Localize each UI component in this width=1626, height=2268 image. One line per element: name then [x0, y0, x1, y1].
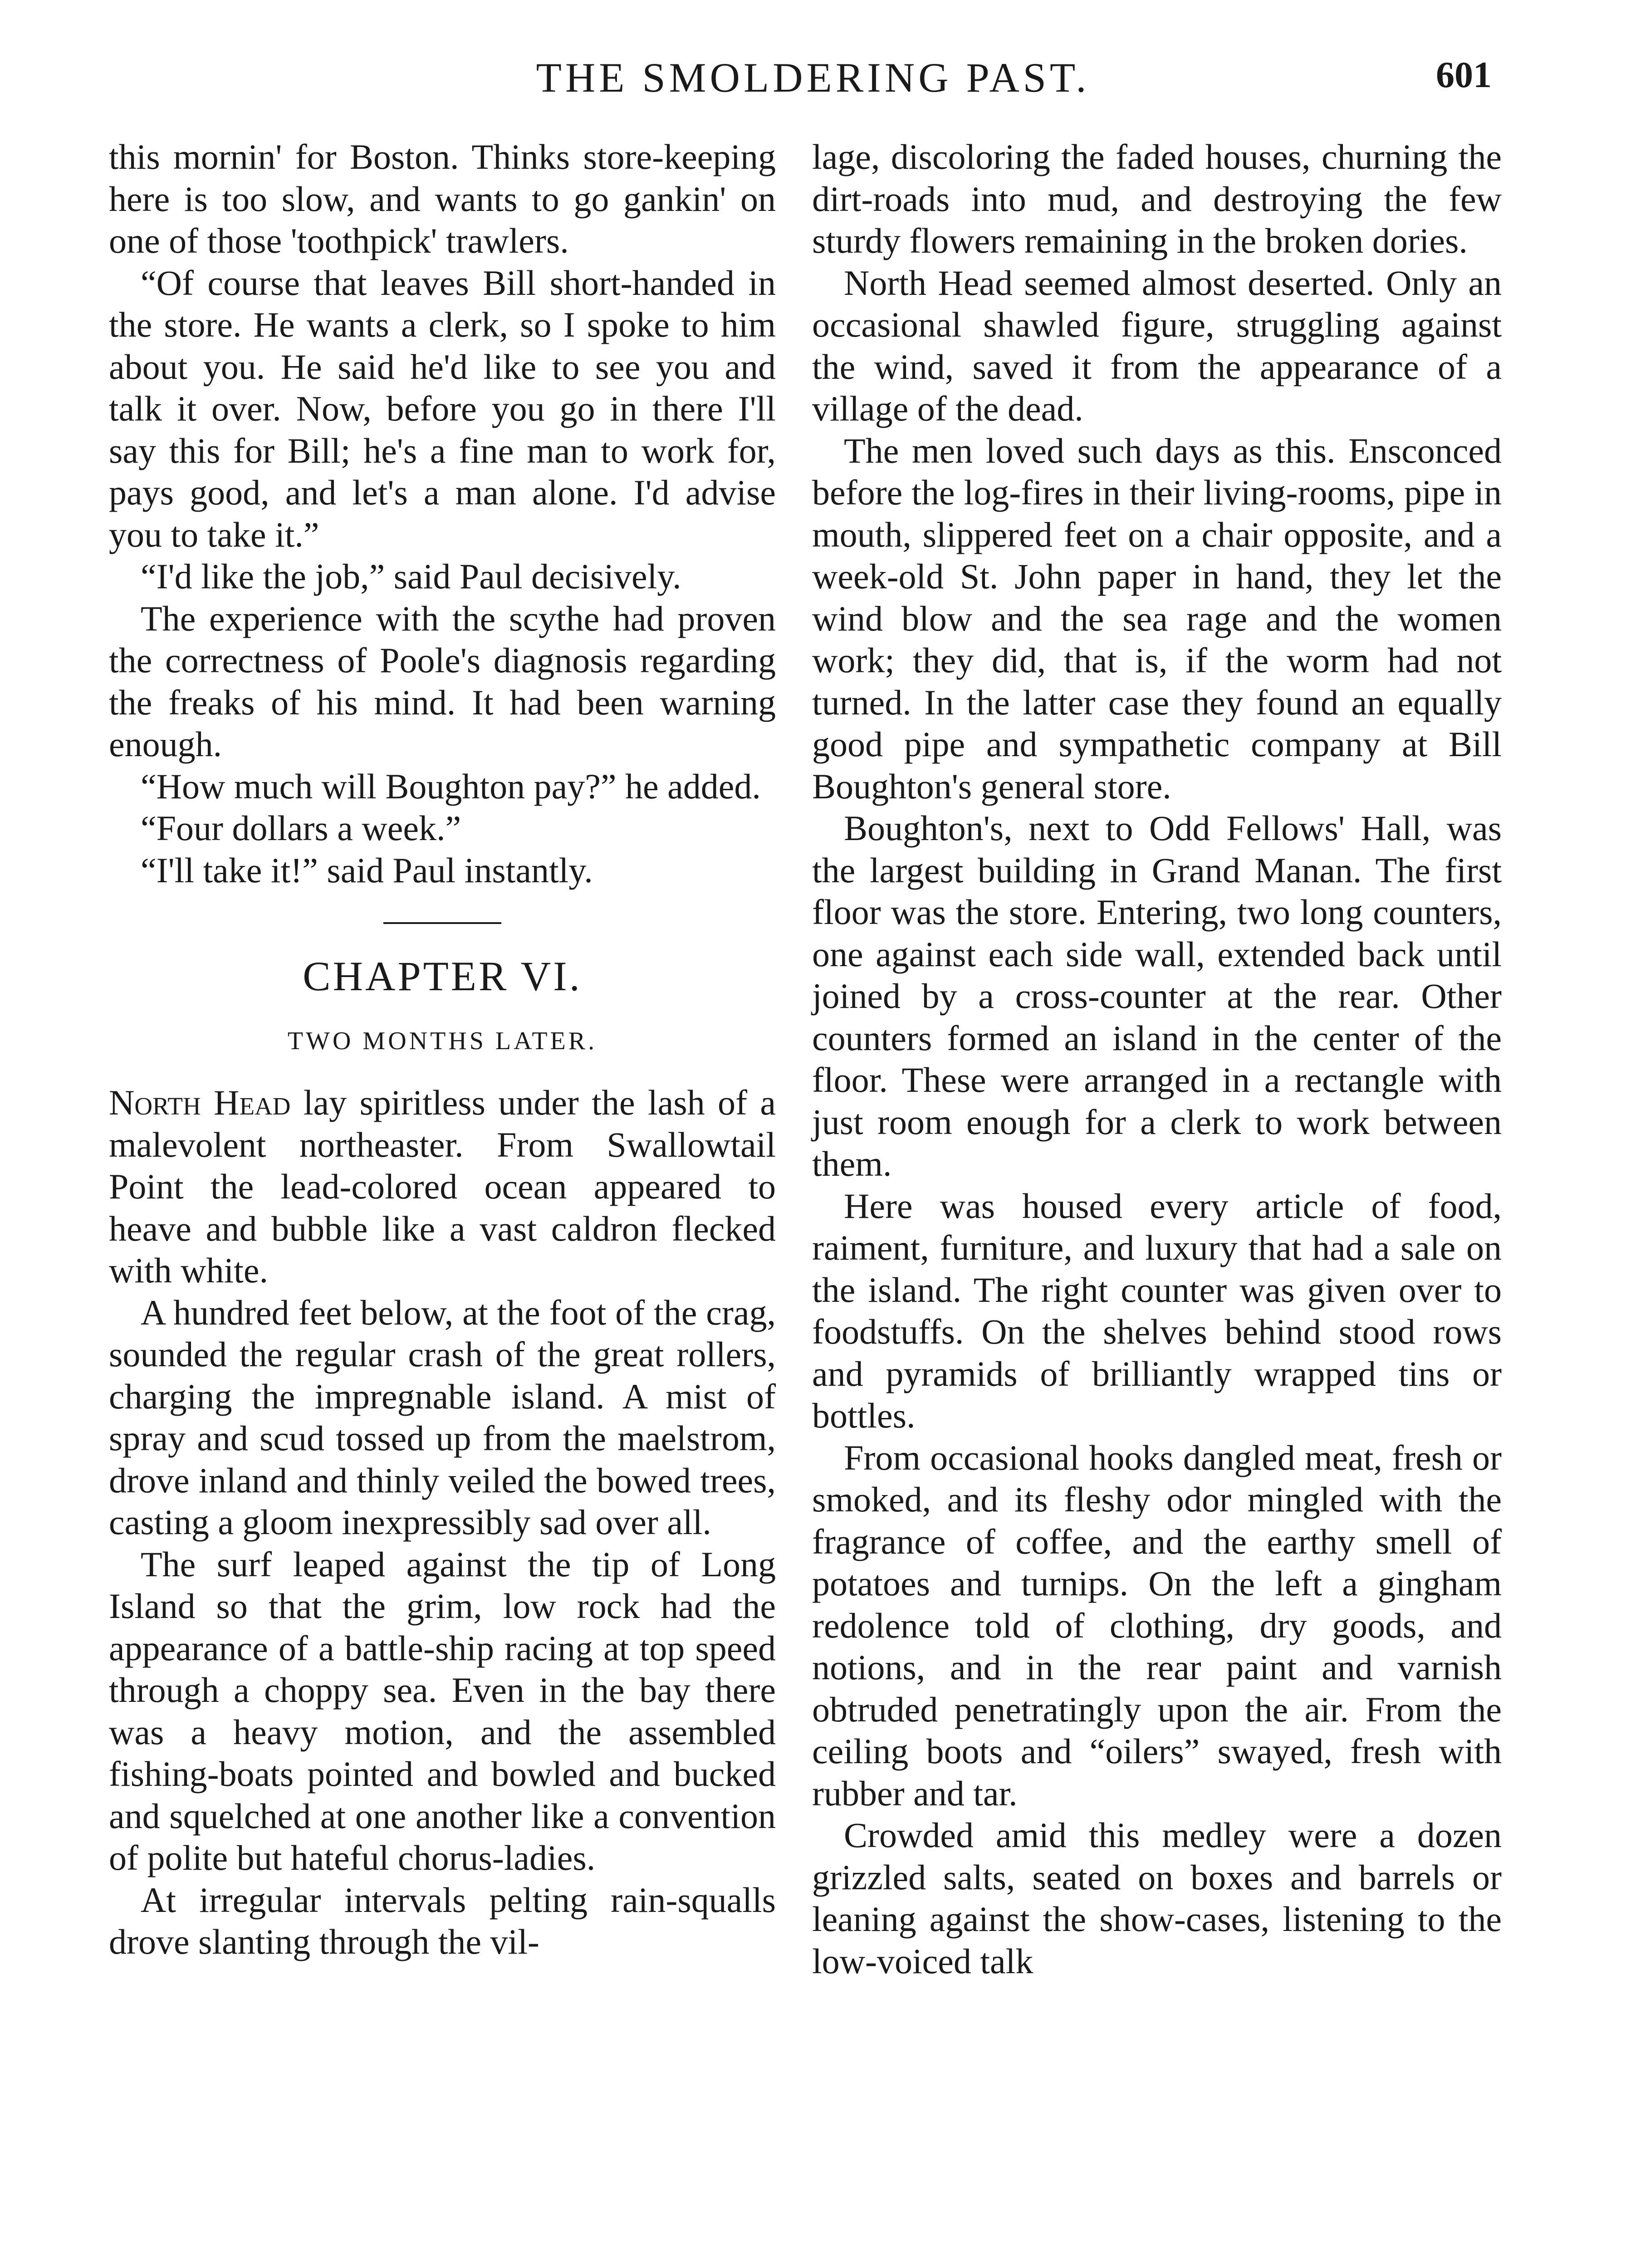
paragraph: “How much will Boughton pay?” he added. — [141, 766, 761, 806]
chapter-heading: CHAPTER VI. — [303, 953, 582, 999]
paragraph: “I'd like the job,” said Paul decisively. — [141, 557, 681, 596]
paragraph: From occasional hooks dangled meat, fresh or smoked, and its fleshy odor mingled with the fragrance of coffee, and the earthy smell of potatoes and turnips. On the left a gingham redolence told of clothing, dry goods, and notions, and in the rear paint and varnish obtruded penetratingly upon the air. From the ceiling boots and “oilers” swayed, fresh with rubber and tar. — [812, 1437, 1502, 1813]
chapter-opening-paragraph — [109, 1082, 776, 1292]
page-header — [0, 54, 1626, 108]
chapter-divider — [383, 922, 501, 924]
paragraph: At irregular intervals pelting rain-squalls drove slanting through the vil- — [109, 1880, 776, 1961]
paragraph: “I'll take it!” said Paul instantly. — [141, 850, 593, 890]
paragraph: lage, discoloring the faded houses, churning the dirt-roads into mud, and destroying the few sturdy flowers remaining in the broken dories. — [812, 137, 1502, 260]
left-column — [109, 136, 776, 1963]
paragraph: “Four dollars a week.” — [141, 808, 461, 848]
running-title: THE SMOLDERING PAST. — [536, 54, 1090, 101]
paragraph: Crowded amid this medley were a dozen grizzled salts, seated on boxes and barrels or leaning against the show-cases, listening to the low-voiced talk — [812, 1815, 1502, 1981]
page-number: 601 — [1436, 54, 1492, 95]
paragraph: Boughton's, next to Odd Fellows' Hall, was the largest building in Grand Manan. The first floor was the store. Entering, two long counters, one against each side wall, extended back until joined by a cross-counter at the rear. Other counters formed an island in the center of the floor. These were arranged in a rectangle with just room enough for a clerk to work between them. — [812, 808, 1502, 1183]
right-column — [812, 136, 1502, 1982]
paragraph: Here was housed every article of food, raiment, furniture, and luxury that had a sale on the island. The right counter was given over to foodstuffs. On the shelves behind stood rows and pyramids of brilliantly wrapped tins or bottles. — [812, 1186, 1502, 1435]
paragraph: North Head seemed almost deserted. Only an occasional shawled figure, struggling against the wind, saved it from the appearance of a village of the dead. — [812, 263, 1502, 428]
opening-text: lay spiritless under the lash of a malevolent northeaster. From Swallowtail Point the lead-colored ocean appeared to heave and bubble like a vast caldron flecked with white. — [109, 1083, 776, 1290]
paragraph: A hundred feet below, at the foot of the crag, sounded the regular crash of the great rollers, charging the impregnable island. A mist of spray and scud tossed up from the maelstrom, drove inland and thinly veiled the bowed trees, casting a gloom inexpressibly sad over all. — [109, 1292, 776, 1542]
paragraph: “Of course that leaves Bill short-handed in the store. He wants a clerk, so I spoke to him about you. He said he'd like to see you and talk it over. Now, before you go in there I'll say this for Bill; he's a fine man to work for, pays good, and let's a man alone. I'd advise you to take it.” — [109, 263, 776, 554]
opening-words: North Head — [109, 1083, 291, 1122]
paragraph: The surf leaped against the tip of Long Island so that the grim, low rock had the appearance of a battle-ship racing at top speed through a choppy sea. Even in the bay there was a heavy motion, and the assembled fishing-boats pointed and bowled and bucked and squelched at one another like a convention of polite but hateful chorus-ladies. — [109, 1544, 776, 1877]
chapter-subtitle: TWO MONTHS LATER. — [287, 1027, 598, 1055]
paragraph: The experience with the scythe had proven the correctness of Poole's diagnosis regarding the freaks of his mind. It had been warning enough. — [109, 598, 776, 764]
paragraph: The men loved such days as this. Ensconced before the log-fires in their living-rooms, pipe in mouth, slippered feet on a chair opposite, and a week-old St. John paper in hand, they let the wind blow and the sea rage and the women work; they did, that is, if the worm had not turned. In the latter case they found an equally good pipe and sympathetic company at Bill Boughton's general store. — [812, 430, 1502, 806]
paragraph: this mornin' for Boston. Thinks store-keeping here is too slow, and wants to go gankin' on one of those 'toothpick' trawlers. — [109, 137, 776, 260]
